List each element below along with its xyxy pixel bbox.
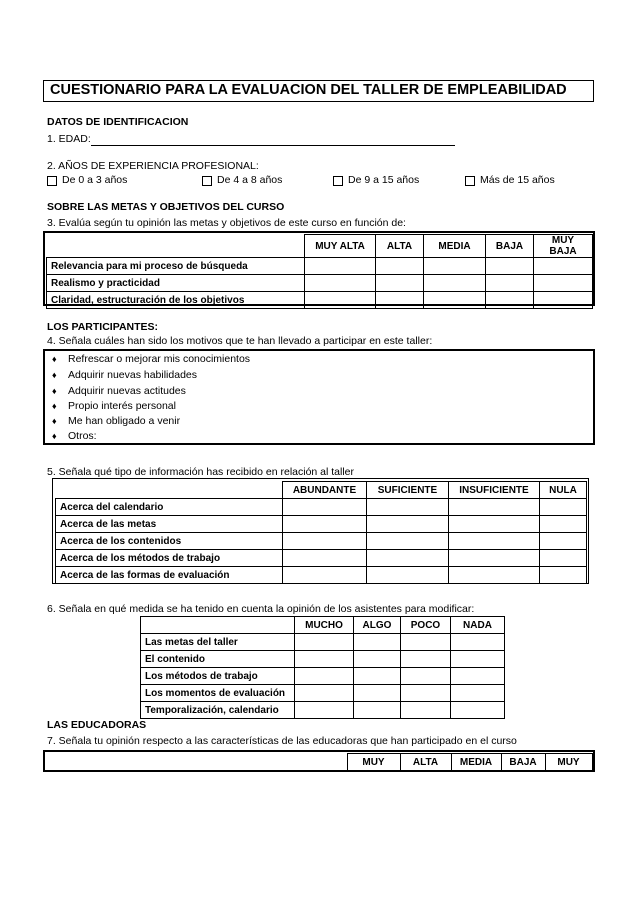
opinion-cell[interactable] xyxy=(451,634,505,651)
educators-col-1: ALTA xyxy=(400,754,451,771)
opinion-question: 6. Señala en qué medida se ha tenido en cuenta la opinión de los asistentes para modificar: xyxy=(47,603,475,615)
goals-cell[interactable] xyxy=(424,292,486,309)
info-row-label: Acerca de los contenidos xyxy=(56,533,283,550)
experience-option-0: De 0 a 3 años xyxy=(62,174,128,186)
experience-checkbox-3[interactable] xyxy=(465,176,475,186)
reason-item[interactable]: ♦ Me han obligado a venir xyxy=(52,415,181,427)
opinion-col-2: POCO xyxy=(401,617,451,634)
opinion-cell[interactable] xyxy=(354,634,401,651)
goals-cell[interactable] xyxy=(424,275,486,292)
goals-cell[interactable] xyxy=(486,292,534,309)
info-cell[interactable] xyxy=(367,533,449,550)
goals-heading: SOBRE LAS METAS Y OBJETIVOS DEL CURSO xyxy=(47,201,285,213)
opinion-cell[interactable] xyxy=(354,702,401,719)
opinion-cell[interactable] xyxy=(354,668,401,685)
opinion-row-label: Temporalización, calendario xyxy=(141,702,295,719)
diamond-bullet-icon: ♦ xyxy=(52,386,57,396)
info-cell[interactable] xyxy=(540,533,587,550)
opinion-cell[interactable] xyxy=(295,634,354,651)
diamond-bullet-icon: ♦ xyxy=(52,370,57,380)
educators-question: 7. Señala tu opinión respecto a las características de las educadoras que han participado en el curso xyxy=(47,735,517,747)
diamond-bullet-icon: ♦ xyxy=(52,416,57,426)
experience-option-1: De 4 a 8 años xyxy=(217,174,283,186)
opinion-cell[interactable] xyxy=(295,685,354,702)
goals-cell[interactable] xyxy=(534,258,593,275)
info-cell[interactable] xyxy=(367,516,449,533)
opinion-row-label: Las metas del taller xyxy=(141,634,295,651)
goals-cell[interactable] xyxy=(376,292,424,309)
opinion-row-label: Los momentos de evaluación xyxy=(141,685,295,702)
info-cell[interactable] xyxy=(283,499,367,516)
opinion-cell[interactable] xyxy=(451,685,505,702)
experience-option-3: Más de 15 años xyxy=(480,174,555,186)
identification-heading: DATOS DE IDENTIFICACION xyxy=(47,116,189,128)
educators-table xyxy=(46,753,593,771)
goals-cell[interactable] xyxy=(376,258,424,275)
info-cell[interactable] xyxy=(449,516,540,533)
info-col-1: SUFICIENTE xyxy=(367,482,449,499)
goals-cell[interactable] xyxy=(486,258,534,275)
experience-option-2: De 9 a 15 años xyxy=(348,174,420,186)
goals-col-3: BAJA xyxy=(486,235,534,258)
goals-col-2: MEDIA xyxy=(424,235,486,258)
info-cell[interactable] xyxy=(367,567,449,584)
reason-item[interactable]: ♦ Adquirir nuevas habilidades xyxy=(52,369,197,381)
goals-table xyxy=(46,234,593,309)
opinion-cell[interactable] xyxy=(451,702,505,719)
opinion-col-3: NADA xyxy=(451,617,505,634)
experience-label: 2. AÑOS DE EXPERIENCIA PROFESIONAL: xyxy=(47,160,259,172)
info-cell[interactable] xyxy=(283,567,367,584)
goals-cell[interactable] xyxy=(486,275,534,292)
diamond-bullet-icon: ♦ xyxy=(52,401,57,411)
reason-item[interactable]: ♦ Refrescar o mejorar mis conocimientos xyxy=(52,353,251,365)
goals-cell[interactable] xyxy=(424,258,486,275)
info-cell[interactable] xyxy=(449,550,540,567)
info-cell[interactable] xyxy=(449,567,540,584)
information-question: 5. Señala qué tipo de información has recibido en relación al taller xyxy=(47,466,355,478)
goals-col-4: MUY BAJA xyxy=(534,235,593,258)
reason-item[interactable]: ♦ Propio interés personal xyxy=(52,400,176,412)
educators-col-3: BAJA xyxy=(501,754,545,771)
diamond-bullet-icon: ♦ xyxy=(52,354,57,364)
info-row-label: Acerca de las metas xyxy=(56,516,283,533)
info-cell[interactable] xyxy=(540,499,587,516)
opinion-cell[interactable] xyxy=(451,668,505,685)
experience-checkbox-1[interactable] xyxy=(202,176,212,186)
opinion-cell[interactable] xyxy=(451,651,505,668)
page-title: CUESTIONARIO PARA LA EVALUACION DEL TALLER DE EMPLEABILIDAD xyxy=(43,80,594,102)
opinion-col-1: ALGO xyxy=(354,617,401,634)
goals-cell[interactable] xyxy=(305,275,376,292)
educators-col-0: MUY xyxy=(347,754,400,771)
educators-heading: LAS EDUCADORAS xyxy=(47,719,147,731)
info-cell[interactable] xyxy=(540,567,587,584)
goals-cell[interactable] xyxy=(376,275,424,292)
age-field[interactable] xyxy=(91,145,455,146)
age-label: 1. EDAD: xyxy=(47,133,91,145)
opinion-cell[interactable] xyxy=(401,685,451,702)
info-row-label: Acerca de los métodos de trabajo xyxy=(56,550,283,567)
goals-col-1: ALTA xyxy=(376,235,424,258)
opinion-cell[interactable] xyxy=(354,651,401,668)
opinion-cell[interactable] xyxy=(354,685,401,702)
info-cell[interactable] xyxy=(283,550,367,567)
experience-checkbox-0[interactable] xyxy=(47,176,57,186)
opinion-cell[interactable] xyxy=(295,651,354,668)
info-cell[interactable] xyxy=(367,499,449,516)
info-col-3: NULA xyxy=(540,482,587,499)
opinion-cell[interactable] xyxy=(295,668,354,685)
goals-question: 3. Evalúa según tu opinión las metas y objetivos de este curso en función de: xyxy=(47,217,406,229)
goals-col-0: MUY ALTA xyxy=(305,235,376,258)
opinion-cell[interactable] xyxy=(401,702,451,719)
opinion-row-label: Los métodos de trabajo xyxy=(141,668,295,685)
info-row-label: Acerca del calendario xyxy=(56,499,283,516)
info-cell[interactable] xyxy=(540,516,587,533)
info-row-label: Acerca de las formas de evaluación xyxy=(56,567,283,584)
info-cell[interactable] xyxy=(449,499,540,516)
experience-checkbox-2[interactable] xyxy=(333,176,343,186)
opinion-table xyxy=(140,616,505,719)
goals-cell[interactable] xyxy=(305,292,376,309)
info-cell[interactable] xyxy=(283,516,367,533)
participants-question: 4. Señala cuáles han sido los motivos que te han llevado a participar en este taller: xyxy=(47,335,433,347)
educators-col-2: MEDIA xyxy=(451,754,501,771)
opinion-cell[interactable] xyxy=(401,668,451,685)
info-cell[interactable] xyxy=(283,533,367,550)
information-table xyxy=(55,481,587,584)
goals-row-label: Relevancia para mi proceso de búsqueda xyxy=(47,258,305,275)
info-cell[interactable] xyxy=(449,533,540,550)
diamond-bullet-icon: ♦ xyxy=(52,431,57,441)
goals-cell[interactable] xyxy=(305,258,376,275)
reason-item[interactable]: ♦ Otros: xyxy=(52,430,97,442)
educators-col-4: MUY xyxy=(545,754,592,771)
participants-heading: LOS PARTICIPANTES: xyxy=(47,321,159,333)
info-col-2: INSUFICIENTE xyxy=(449,482,540,499)
info-cell[interactable] xyxy=(367,550,449,567)
info-col-0: ABUNDANTE xyxy=(283,482,367,499)
info-cell[interactable] xyxy=(540,550,587,567)
goals-cell[interactable] xyxy=(534,275,593,292)
opinion-cell[interactable] xyxy=(295,702,354,719)
opinion-cell[interactable] xyxy=(401,651,451,668)
goals-cell[interactable] xyxy=(534,292,593,309)
opinion-row-label: El contenido xyxy=(141,651,295,668)
reason-item[interactable]: ♦ Adquirir nuevas actitudes xyxy=(52,385,186,397)
opinion-cell[interactable] xyxy=(401,634,451,651)
goals-row-label: Claridad, estructuración de los objetivos xyxy=(47,292,305,309)
opinion-col-0: MUCHO xyxy=(295,617,354,634)
goals-row-label: Realismo y practicidad xyxy=(47,275,305,292)
